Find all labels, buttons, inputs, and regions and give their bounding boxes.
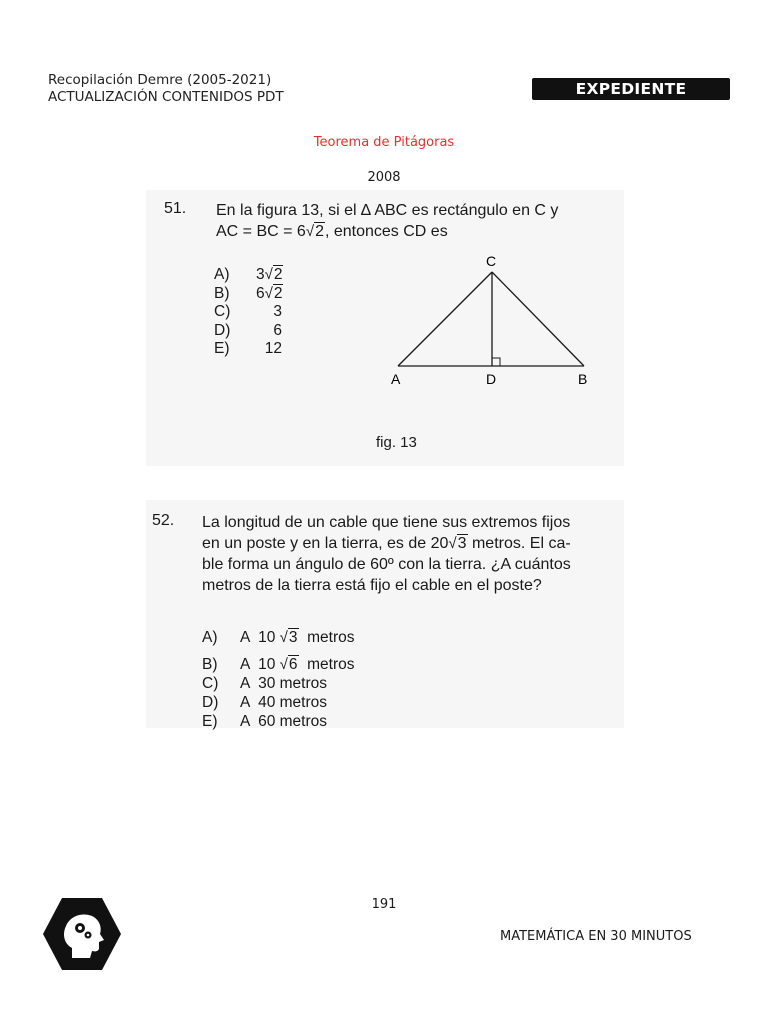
radicand: 3: [457, 535, 467, 552]
stem-line-3: ble forma un ángulo de 60º con la tierra. ¿A cuántos: [202, 556, 571, 573]
option-label: C): [214, 303, 231, 320]
option-d: [202, 693, 355, 712]
sqrt-symbol: √: [264, 284, 273, 302]
radicand: 2: [273, 266, 283, 283]
option-text: A 10: [240, 656, 276, 673]
sqrt-symbol: √: [305, 223, 315, 240]
vertex-label-a: A: [391, 371, 401, 387]
question-52: [146, 500, 624, 728]
question-stem: [216, 200, 616, 242]
question-number: 51.: [164, 200, 187, 217]
option-a: [202, 620, 355, 647]
option-value: [240, 656, 355, 674]
option-label: B): [202, 656, 218, 673]
page-number: 191: [371, 897, 397, 912]
vertex-label-d: D: [486, 371, 497, 387]
coef: 3: [256, 266, 265, 283]
option-label: E): [214, 340, 230, 357]
option-text: metros: [307, 629, 355, 646]
option-b: [214, 285, 283, 304]
side-bc: [492, 272, 584, 366]
stem-line-2: [202, 533, 612, 554]
option-d: [214, 322, 283, 341]
brand-label: EXPEDIENTE SECRETO: [532, 78, 730, 100]
stem-line-2: [216, 221, 616, 242]
option-label: A): [202, 629, 218, 646]
radicand: 6: [288, 656, 298, 673]
stem-text: metros. El ca-: [467, 535, 571, 552]
option-label: D): [214, 321, 231, 339]
option-value: A 40 metros: [240, 694, 328, 711]
option-a: [214, 266, 283, 285]
option-label: A): [214, 266, 230, 283]
option-value: [256, 285, 283, 304]
option-value: A 30 metros: [240, 675, 328, 692]
option-c: [214, 303, 283, 322]
radicand: 2: [273, 284, 283, 302]
stem-text: AC = BC = 6: [216, 223, 306, 240]
option-label: C): [202, 675, 219, 692]
sqrt-symbol: √: [448, 535, 457, 552]
stem-line-4: metros de la tierra está fijo el cable en el poste?: [202, 577, 542, 594]
coef: 6: [256, 284, 265, 302]
radicand: 3: [288, 629, 298, 646]
option-value: 3: [273, 303, 282, 320]
answer-options: [202, 620, 355, 731]
sqrt-symbol: √: [279, 656, 288, 673]
header-line-2: ACTUALIZACIÓN CONTENIDOS PDT: [48, 89, 284, 105]
option-value: [240, 629, 355, 647]
stem-line-1: La longitud de un cable que tiene sus extremos fijos: [202, 514, 571, 531]
option-e: [214, 340, 283, 359]
stem-text: en un poste y en la tierra, es de 20: [202, 535, 449, 552]
document-header: [48, 72, 284, 106]
answer-options: [214, 266, 283, 359]
option-text: metros: [307, 656, 355, 673]
radicand: 2: [315, 223, 324, 240]
section-title: Teorema de Pitágoras: [313, 135, 455, 150]
option-text: A 10: [240, 629, 276, 646]
vertex-label-c: C: [486, 253, 497, 269]
header-line-1: Recopilación Demre (2005-2021): [48, 72, 272, 88]
vertex-label-b: B: [578, 371, 588, 387]
sqrt-symbol: √: [264, 266, 273, 283]
stem-text: , entonces CD es: [324, 223, 448, 240]
right-angle-mark: [492, 358, 500, 366]
option-value: [256, 266, 283, 285]
triangle-figure: [386, 250, 606, 390]
stem-line-1: En la figura 13, si el ∆ ABC es rectángulo en C y: [216, 202, 559, 219]
option-label: B): [214, 284, 230, 302]
option-e: [202, 712, 355, 731]
option-label: E): [202, 713, 218, 730]
year-label: 2008: [367, 170, 401, 185]
option-value: A 60 metros: [240, 713, 328, 730]
figure-caption: fig. 13: [376, 434, 417, 451]
question-stem: [202, 512, 612, 596]
sqrt-symbol: √: [279, 629, 288, 646]
option-value: 12: [264, 340, 282, 357]
question-number: 52.: [152, 512, 175, 529]
book-title: MATEMÁTICA EN 30 MINUTOS: [500, 929, 692, 944]
side-ac: [398, 272, 492, 366]
option-value: 6: [273, 321, 282, 339]
option-c: [202, 674, 355, 693]
question-51: [146, 190, 624, 466]
option-label: D): [202, 694, 219, 711]
option-b: [202, 647, 355, 674]
